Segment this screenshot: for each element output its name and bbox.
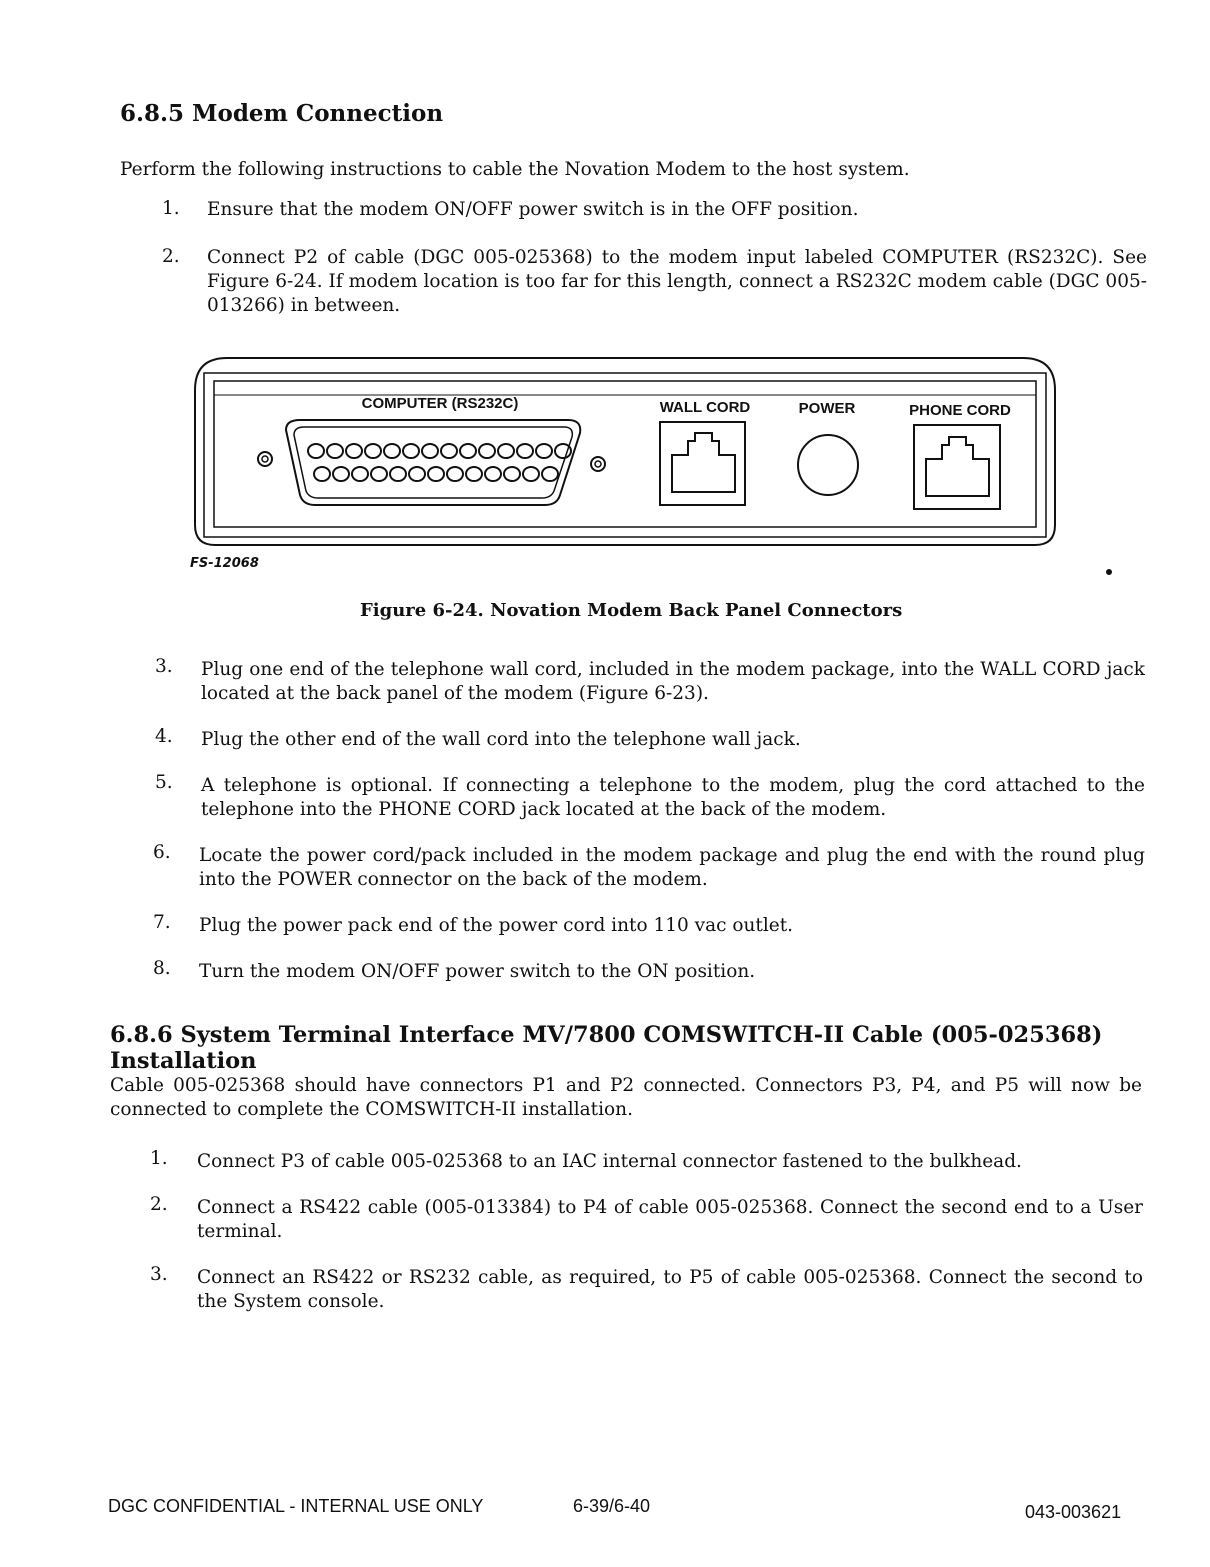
step-text: Turn the modem ON/OFF power switch to the ON position.: [199, 961, 756, 982]
wall-cord-label: WALL CORD: [659, 399, 751, 416]
comswitch-intro-paragraph: Cable 005-025368 should have connectors P1 and P2 connected. Connectors P3, P4, and P5 will now be connected to complete the COMSWITCH-II installation.: [110, 1075, 1142, 1120]
wall-cord-jack: [660, 422, 745, 505]
db25-connector: [258, 420, 605, 505]
computer-rs232c-label: COMPUTER (RS232C): [361, 395, 519, 412]
step-text: Connect P2 of cable (DGC 005-025368) to the modem input labeled COMPUTER (RS232C). See Figure 6-24. If modem location is too far for this length, connect a RS232C modem cable (DGC 005-013266) in between.: [207, 247, 1147, 316]
section-heading-modem-connection: 6.8.5 Modem Connection: [120, 100, 444, 127]
bullet-mark: [1106, 569, 1112, 575]
step-number: 5.: [155, 772, 173, 793]
footer-page-number: 6-39/6-40: [573, 1496, 651, 1516]
step-number: 1.: [162, 198, 180, 219]
figure-caption: Figure 6-24. Novation Modem Back Panel Connectors: [360, 600, 903, 621]
step-text: Connect an RS422 or RS232 cable, as required, to P5 of cable 005-025368. Connect the second to the System console.: [197, 1267, 1143, 1312]
step-number: 1.: [150, 1148, 168, 1169]
step-number: 2.: [162, 246, 180, 267]
step-text: Connect a RS422 cable (005-013384) to P4 of cable 005-025368. Connect the second end to a User terminal.: [197, 1197, 1143, 1242]
step-number: 3.: [155, 656, 173, 677]
step-text: Plug one end of the telephone wall cord, included in the modem package, into the WALL CORD jack located at the back panel of the modem (Figure 6-23).: [201, 659, 1145, 704]
intro-paragraph: Perform the following instructions to cable the Novation Modem to the host system.: [120, 159, 910, 180]
phone-cord-label: PHONE CORD: [909, 402, 1011, 419]
power-label: POWER: [798, 400, 856, 417]
step-number: 7.: [153, 912, 171, 933]
footer-doc-number: 043-003621: [1025, 1502, 1122, 1522]
power-connector: [798, 435, 858, 495]
step-number: 6.: [153, 842, 171, 863]
step-number: 3.: [150, 1264, 168, 1285]
step-number: 2.: [150, 1194, 168, 1215]
footer-confidential: DGC CONFIDENTIAL - INTERNAL USE ONLY: [108, 1496, 484, 1516]
section-heading-comswitch-installation: 6.8.6 System Terminal Interface MV/7800 COMSWITCH-II Cable (005-025368) Installation: [110, 1022, 1103, 1074]
figure-id: FS-12068: [190, 556, 259, 571]
panel-frame-outer: [204, 373, 1046, 537]
modem-back-panel-figure: [190, 355, 1060, 550]
step-number: 4.: [155, 726, 173, 747]
step-text: Ensure that the modem ON/OFF power switch is in the OFF position.: [207, 199, 859, 220]
step-number: 8.: [153, 958, 171, 979]
modem-back-panel-diagram: [190, 355, 1060, 550]
step-text: Plug the other end of the wall cord into the telephone wall jack.: [201, 729, 801, 750]
step-text: Locate the power cord/pack included in the modem package and plug the end with the round plug into the POWER connector on the back of the modem.: [199, 845, 1145, 890]
step-text: Connect P3 of cable 005-025368 to an IAC internal connector fastened to the bulkhead.: [197, 1151, 1022, 1172]
phone-cord-jack: [914, 425, 1000, 509]
step-text: Plug the power pack end of the power cord into 110 vac outlet.: [199, 915, 794, 936]
step-text: A telephone is optional. If connecting a telephone to the modem, plug the cord attached to the telephone into the PHONE CORD jack located at the back of the modem.: [201, 775, 1145, 820]
